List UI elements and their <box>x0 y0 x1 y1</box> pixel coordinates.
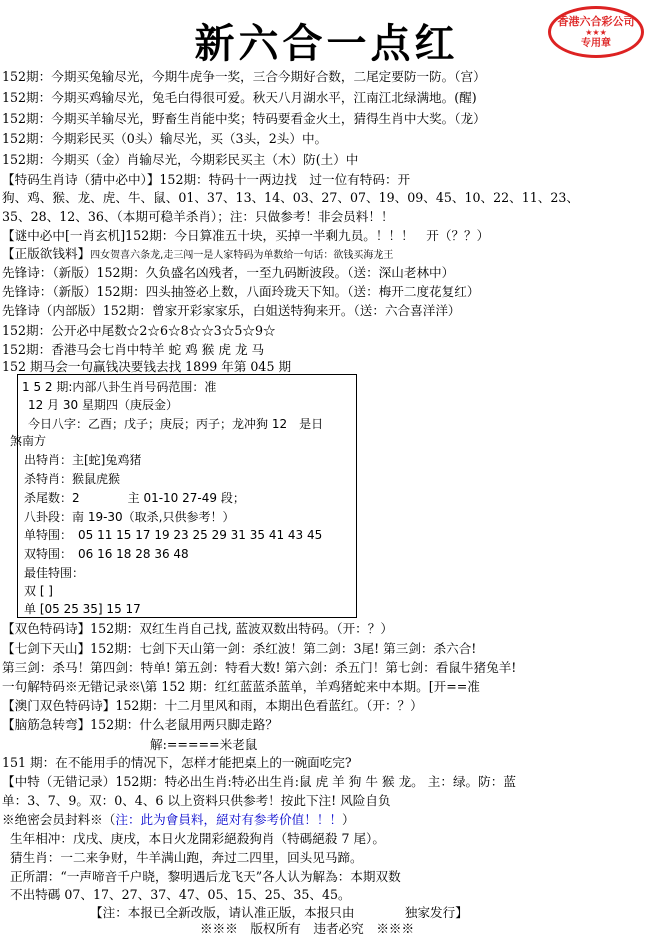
guess-zodiac-line: 猜生肖：一二来争财，牛羊满山跑，奔过二四里，回头见马蹄。 <box>10 850 363 865</box>
pioneer-poem: 先锋诗：（新版）152期：久负盛名凶残者，一至九码断波段。（送：深山老林中） <box>2 265 455 280</box>
box-line: 杀特肖：猴鼠虎猴 <box>24 472 121 486</box>
money-riddle-label: 【正版欲钱料】 <box>2 246 91 261</box>
brain-teaser: 【脑筋急转弯】152期：什么老鼠用两只脚走路？ <box>2 717 278 732</box>
seal-stars: ★★★ <box>585 28 607 37</box>
special-code-numbers: 狗、鸡、猴、龙、虎、牛、鼠、01、37、13、14、03、27、07、19、09、45、10、22、11、23、 <box>2 190 579 205</box>
pioneer-poem: 先锋诗：（新版）152期：四头抽签必上数，八面玲珑天下知。（送：梅开二度花复红） <box>2 284 480 299</box>
box-line: 单特围： 05 11 15 17 19 23 25 29 31 35 41 43 45 <box>24 528 323 542</box>
seven-swords-line: 【七剑下天山】152期：七剑下天山第一剑：杀红波！第二剑：3尾! 第三剑：杀六合! <box>2 641 477 656</box>
macau-poem: 【澳门双色特码诗】152期：十二月里风和雨，本期出色看蓝红。（开：？） <box>2 698 423 713</box>
riddle-151: 151 期：在不能用手的情况下，怎样才能把桌上的一碗面吃完? <box>2 755 352 770</box>
copyright-line: ※※※ 版权所有 违者必究 ※※※ <box>200 921 415 936</box>
bagua-info-box <box>10 374 357 618</box>
special-code-note: 35、28、12、36、（本期可稳羊杀肖）；注：只做参考！非会员料！！ <box>2 209 394 224</box>
one-sentence-line: 一句解特码※无错记录※\第 152 期：红红蓝蓝杀蓝单，羊鸡猪蛇来中本期。[开==准 <box>2 679 480 694</box>
prediction-line: 152期：今期买羊输尽光，野畜生肖能中奖；特码要看金火土，猜得生肖中大奖。（龙） <box>2 111 486 126</box>
money-riddle-line <box>2 245 651 264</box>
pioneer-poem-internal: 先锋诗（内部版）152期：曾家开彩家家乐，白姐送特狗来开。（送：六合喜洋洋） <box>2 303 461 318</box>
seven-swords-line: 第三剑：杀马！第四剑：特单! 第五剑：特看大数! 第六剑：杀五门！第七剑：看鼠牛猪兔羊! <box>2 660 517 675</box>
box-line: 最佳特围： <box>24 566 85 580</box>
page-title: 新六合一点红 <box>194 20 459 67</box>
horse-club-line: 152 期马会一句赢钱决要钱去找 1899 年第 045 期 <box>2 359 292 374</box>
prediction-line: 152期：今期买兔输尽光，今期牛虎争一奖，三合今期好合数，二尾定要防一防。（宫） <box>2 69 486 84</box>
secret-member-note: 注：此为會員料，絕对有参考价值！！！ <box>115 812 343 827</box>
official-seal <box>548 6 644 58</box>
special-hit-line: 【中特（无错记录）152期：特必出生肖:特必出生肖:鼠 虎 羊 狗 牛 猴 龙。 主：绿。防：蓝 <box>2 774 516 789</box>
box-line: 1 5 2 期:内部八卦生肖号码范围：准 <box>22 380 217 394</box>
secret-member-close: ） <box>342 812 355 827</box>
secret-member-line <box>2 811 651 828</box>
prediction-line: 152期：今期彩民买（0头）输尽光，买（3头，2头）中。 <box>2 131 328 146</box>
exclude-numbers-line: 不出特碼 07、17、27、37、47、05、15、25、35、45。 <box>10 887 351 902</box>
seal-company-text: 香港六合彩公司 <box>557 15 635 28</box>
conflict-line: 生年相冲：戊戌、庚戌，本日火龙開彩絕殺狗肖（特碼絕殺 7 尾）。 <box>10 831 385 846</box>
box-line: 双特围： 06 16 18 28 36 48 <box>24 547 189 561</box>
saying-line: 正所謂：“一声啼音千户晓，黎明遇后龙飞天”各人认为解為：本期双数 <box>10 869 401 884</box>
box-line: 八卦段：南 19-30（取杀,只供参考！） <box>24 510 235 524</box>
special-code-poem: 【特码生肖诗（猜中必中）】152期：特码十一两边找 过一位有特码：开 <box>2 172 411 187</box>
special-hit-line: 单：3、7、9。双：0、4、6 以上资料只供参考！按此下注! 风险自负 <box>2 793 391 808</box>
box-line: 双 [ ] <box>24 584 53 598</box>
secret-member-label: ※绝密会员封料※（ <box>2 812 116 827</box>
box-line: 出特肖：主[蛇]兔鸡猪 <box>24 453 142 467</box>
seven-zodiac-line: 152期：香港马会七肖中特羊 蛇 鸡 猴 虎 龙 马 <box>2 342 265 357</box>
tail-number-line: 152期：公开必中尾数☆2☆6☆8☆☆3☆5☆9☆ <box>2 323 276 338</box>
box-line: 单 [05 25 35] 15 17 <box>24 602 141 616</box>
brain-teaser-answer: 解:=====米老鼠 <box>150 737 258 752</box>
box-line: 12 月 30 星期四（庚辰金） <box>28 398 178 412</box>
prediction-line: 152期：今期买鸡输尽光，兔毛白得很可爱。秋天八月湖水平，江南江北绿满地。(醒) <box>2 90 477 105</box>
prediction-line: 152期：今期买（金）肖输尽光，今期彩民买主（木）防(土）中 <box>2 152 359 167</box>
money-riddle-text: 四女贺喜六条龙,走三闯一是人家特码为单数给一句话：欲钱买海龙王 <box>90 250 394 261</box>
box-line: 杀尾数：2 主 01-10 27-49 段； <box>24 491 245 505</box>
box-line: 今日八字：乙酉；戊子；庚辰；丙子；龙冲狗 12 是日 <box>28 417 324 431</box>
seal-label: 专用章 <box>581 38 611 49</box>
box-line: 煞南方 <box>10 434 47 448</box>
two-color-poem: 【双色特码诗】152期：双红生肖自己找, 蓝波双数出特码。（开：？） <box>2 621 393 636</box>
footer-notice: 【注：本报已全新改版，请认准正版，本报只由 独家发行】 <box>90 905 468 920</box>
riddle-line: 【谜中必中[一肖玄机]152期：今日算准五十块，买掉一半剩九员。！！！ 开（？？） <box>2 228 490 243</box>
